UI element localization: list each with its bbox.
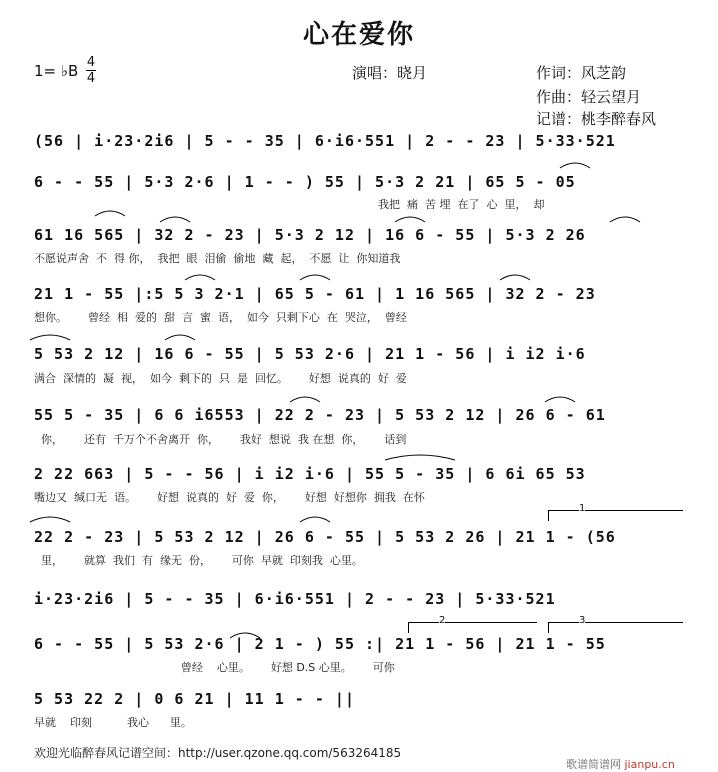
footer-credit: 欢迎光临醉春风记谱空间：http://user.qzone.qq.com/563264185: [34, 746, 402, 760]
lyrics-row-4: 想你。 曾经 相 爱的 甜 言 蜜 语， 如今 只剩下心 在 哭泣， 曾经: [34, 311, 407, 324]
notation-row-8: 22 2 - 23 | 5 53 2 12 | 26 6 - 55 | 5 53 2 26 | 21 1 - (56: [34, 528, 616, 546]
slur-mark: [290, 397, 320, 402]
watermark-site-name: 歌谱简谱网: [566, 758, 621, 771]
notation-row-6: 55 5 - 35 | 6 6 i6553 | 22 2 - 23 | 5 53 2 12 | 26 6 - 61: [34, 406, 606, 424]
notation-row-7: 2 22 663 | 5 - - 56 | i i2 i·6 | 55 5 - 35 | 6 6i 65 53: [34, 465, 586, 483]
watermark-domain: jianpu.cn: [624, 758, 675, 771]
song-title: 心在爱你: [302, 20, 415, 50]
slur-mark: [30, 335, 70, 340]
slur-mark: [385, 455, 455, 460]
notation-row-3: 61 16 565 | 32 2 - 23 | 5·3 2 12 | 16 6 - 55 | 5·3 2 26: [34, 226, 586, 244]
slur-mark: [95, 211, 125, 216]
time-sig-bottom: 4: [86, 71, 96, 86]
slur-mark: [30, 517, 70, 522]
slur-mark: [610, 217, 640, 222]
volta-number-3: 3: [579, 615, 586, 626]
slur-mark: [500, 275, 530, 280]
lyrics-row-8: 里， 就算 我们 有 缘无 份， 可你 早就 印刻我 心里。: [34, 554, 363, 567]
volta-number-2: 2: [439, 615, 446, 626]
notation-row-11: 5 53 22 2 | 0 6 21 | 11 1 - - ||: [34, 690, 355, 708]
slur-mark: [160, 217, 190, 222]
key-signature: 1= ♭B: [34, 62, 79, 80]
slur-mark: [230, 633, 260, 638]
notation-row-9: i·23·2i6 | 5 - - 35 | 6·i6·551 | 2 - - 23 | 5·33·521: [34, 590, 556, 608]
slur-mark: [300, 517, 330, 522]
notation-row-5: 5 53 2 12 | 16 6 - 55 | 5 53 2·6 | 21 1 - 56 | i i2 i·6: [34, 345, 586, 363]
slur-mark: [395, 217, 425, 222]
lyrics-row-11: 早就 印刻 我心 里。: [34, 716, 192, 729]
lyricist-credit: 作词：风芝韵: [536, 64, 627, 82]
slur-mark: [545, 397, 575, 402]
slur-mark: [300, 275, 330, 280]
transcriber-credit: 记谱：桃李醉春风: [536, 110, 657, 128]
watermark: [566, 756, 675, 772]
singer-credit: 演唱：晓月: [352, 64, 428, 82]
notation-row-2: 6 - - 55 | 5·3 2·6 | 1 - - ) 55 | 5·3 2 21 | 65 5 - 05: [34, 173, 576, 191]
lyrics-row-6: 你， 还有 千万个不舍离开 你， 我好 想说 我 在想 你， 话到: [34, 433, 407, 446]
slur-mark: [165, 335, 195, 340]
notation-row-10: 6 - - 55 | 5 53 2·6 | 2 1 - ) 55 :| 21 1 - 56 | 21 1 - 55: [34, 635, 606, 653]
slur-mark: [185, 275, 215, 280]
lyrics-row-10: 曾经 心里。 好想 D.S 心里。 可你: [34, 661, 395, 674]
lyrics-row-3: 不愿说声舍 不 得 你， 我把 眼 泪偷 偷地 藏 起， 不愿 让 你知道我: [34, 252, 401, 265]
notation-row-4: 21 1 - 55 |:5 5 3 2·1 | 65 5 - 61 | 1 16 565 | 32 2 - 23: [34, 285, 596, 303]
lyrics-row-7: 嘴边又 缄口无 语。 好想 说真的 好 爱 你， 好想 好想你 拥我 在怀: [34, 491, 425, 504]
volta-number-1: 1: [579, 503, 586, 514]
notation-row-1: (56 | i·23·2i6 | 5 - - 35 | 6·i6·551 | 2 - - 23 | 5·33·521: [34, 132, 616, 150]
lyrics-row-2: 我把 痛 苦 埋 在了 心 里， 却: [378, 198, 545, 211]
composer-credit: 作曲：轻云望月: [536, 88, 642, 106]
slur-mark: [560, 163, 590, 168]
time-sig-top: 4: [86, 55, 96, 70]
lyrics-row-5: 满合 深情的 凝 视， 如今 剩下的 只 是 回忆。 好想 说真的 好 爱: [34, 372, 407, 385]
